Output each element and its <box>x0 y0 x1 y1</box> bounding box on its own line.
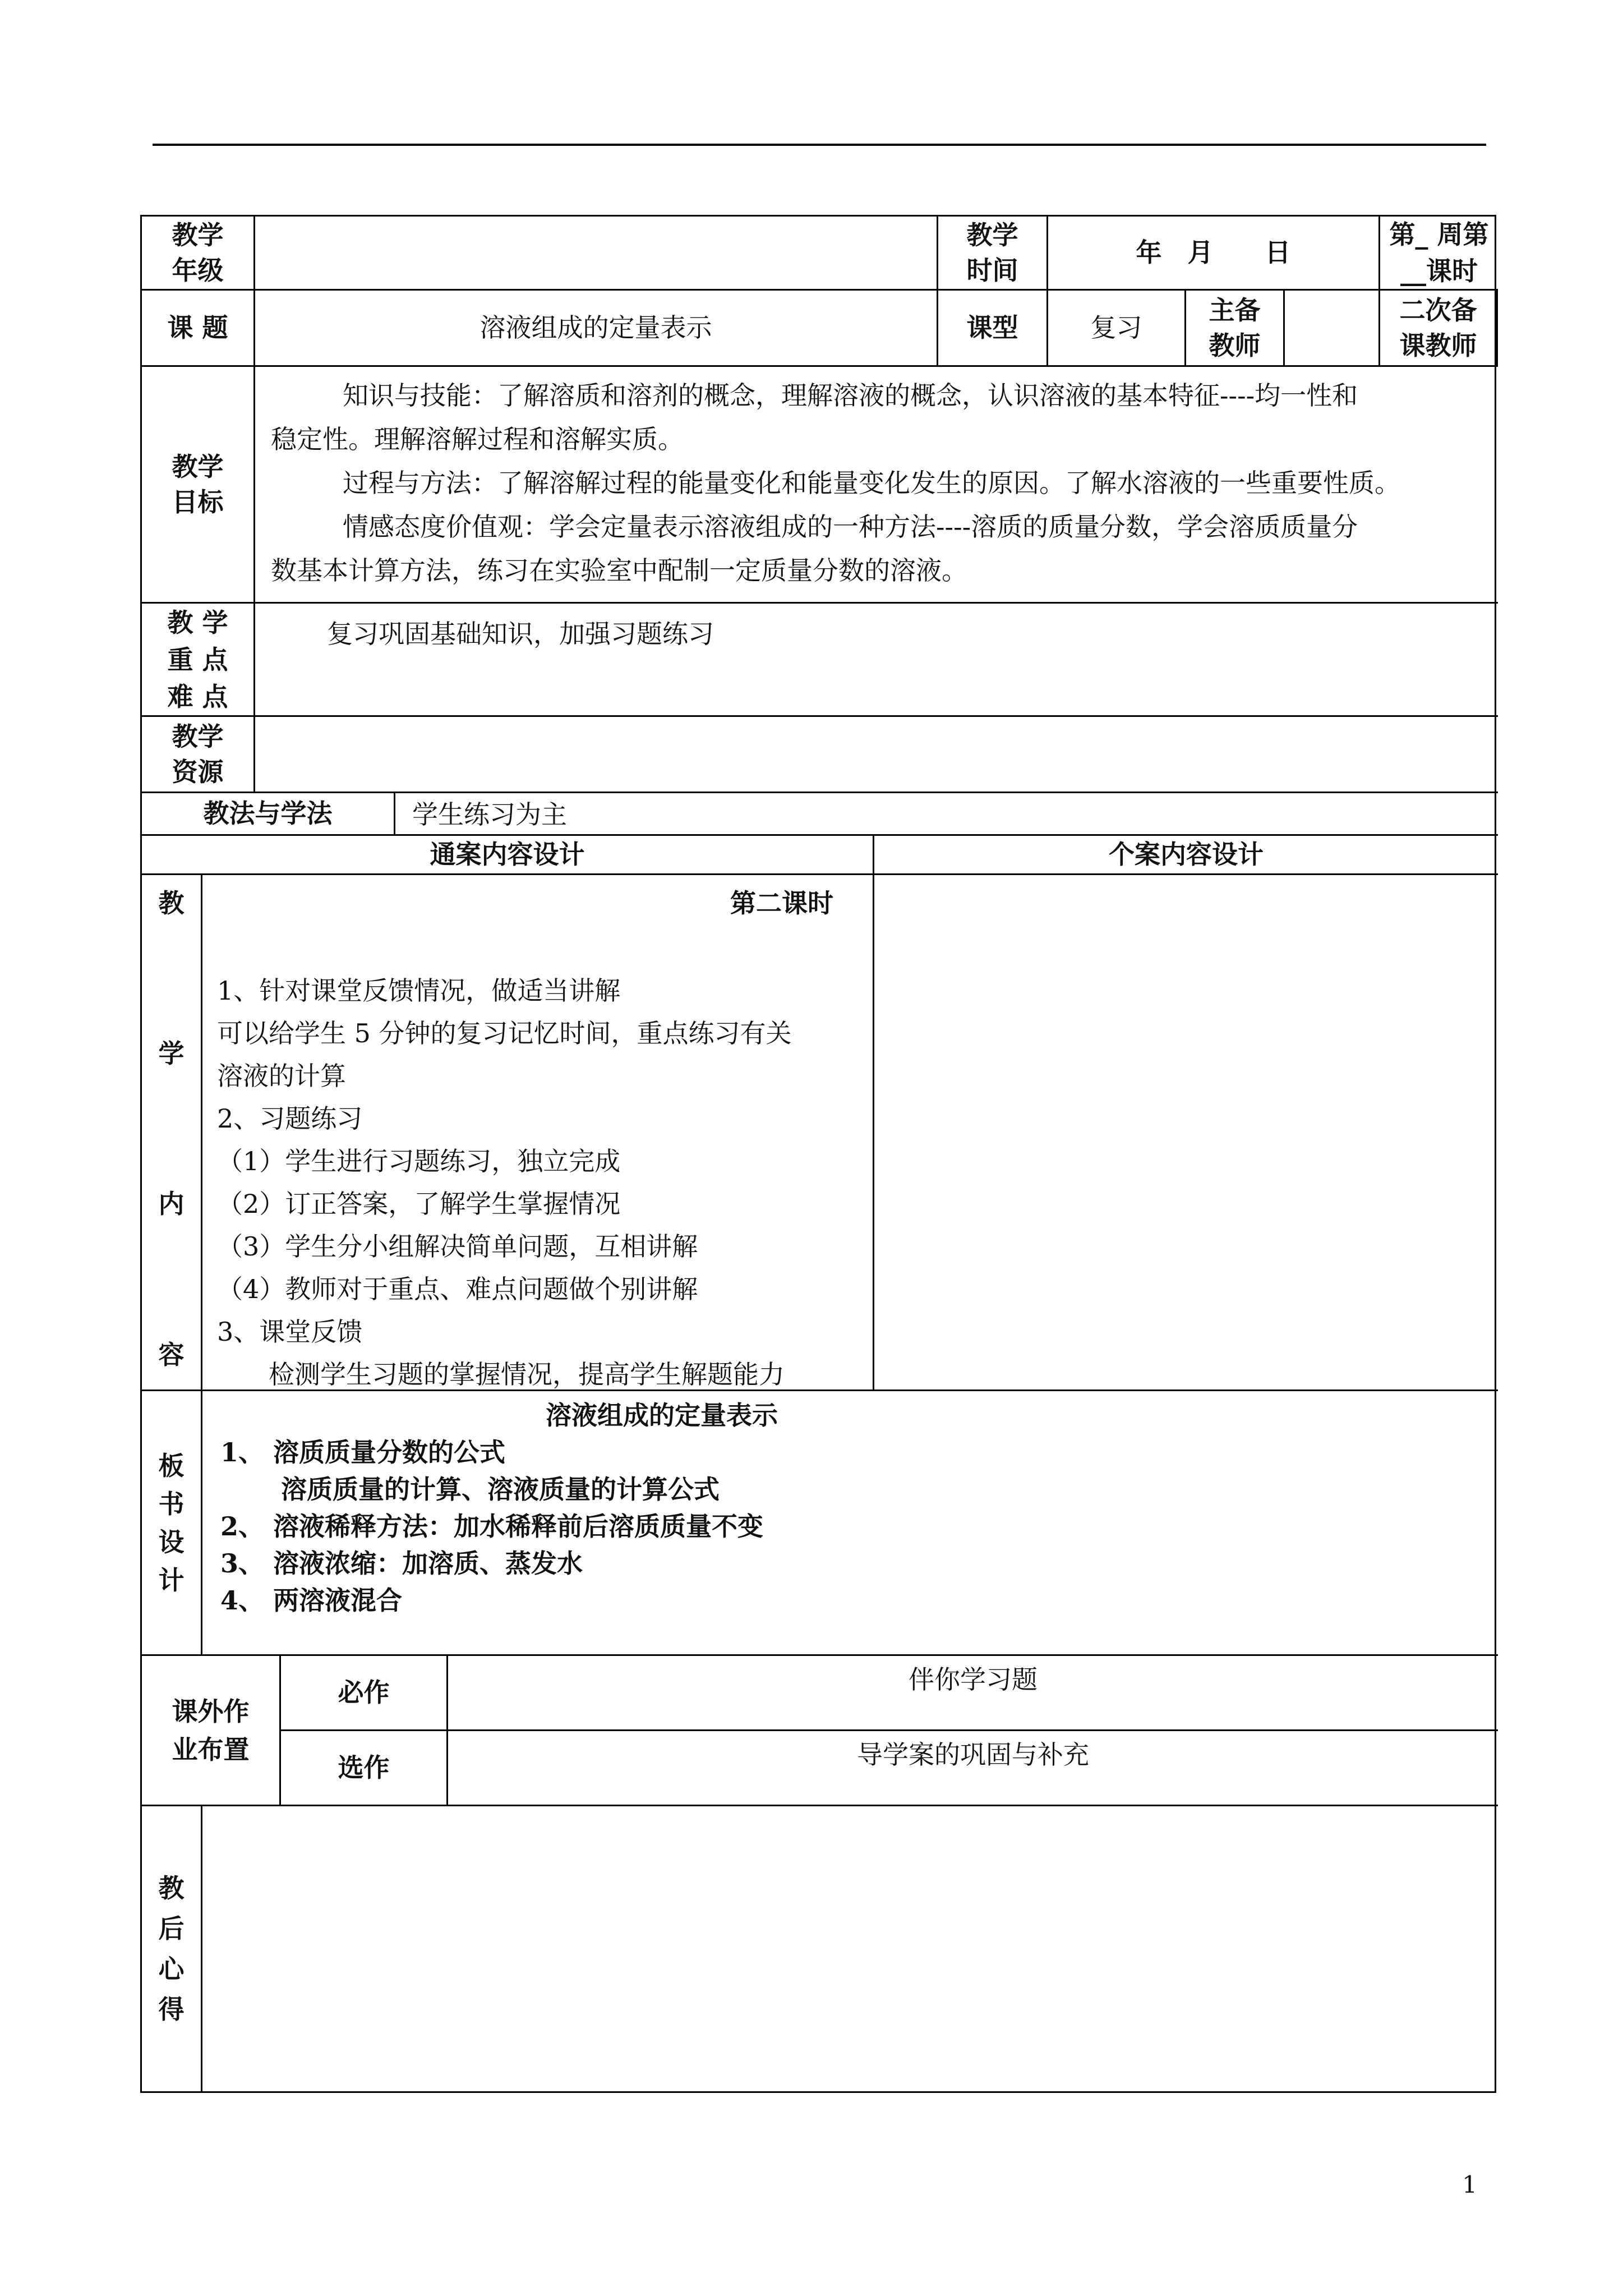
board-line-1: 1、 溶质质量分数的公式 <box>220 1437 506 1467</box>
lesson-title: 第二课时 <box>730 888 833 918</box>
homework-label <box>142 1656 281 1806</box>
content-line-1: 1、针对课堂反馈情况，做适当讲解 <box>217 976 621 1006</box>
header-rule <box>153 144 1486 146</box>
methods-value: 学生练习为主 <box>395 793 1498 836</box>
grade-label-line-1: 教学 <box>172 220 224 251</box>
teaching-content-label-char-3: 内 <box>158 1189 185 1220</box>
resources-label-line-2: 资源 <box>172 756 224 787</box>
content-line-4: 2、习题练习 <box>217 1103 363 1134</box>
board-line-4: 3、 溶液浓缩：加溶质、蒸发水 <box>220 1548 583 1579</box>
content-line-3: 溶液的计算 <box>217 1061 346 1091</box>
main-teacher-value[interactable] <box>1285 291 1380 367</box>
objectives-label-line-2: 目标 <box>172 486 224 517</box>
time-label-line-2: 时间 <box>966 255 1018 286</box>
teaching-content-label-char-2: 学 <box>158 1038 185 1069</box>
period-field[interactable]: 第_ 周第__课时 <box>1380 217 1498 291</box>
board-line-3: 2、 溶液稀释方法：加水稀释前后溶质质量不变 <box>220 1511 764 1542</box>
main-teacher-label-line-1: 主备 <box>1209 295 1261 326</box>
lesson-plan-table <box>140 215 1496 2093</box>
time-label <box>938 217 1048 291</box>
page-number: 1 <box>1462 2171 1477 2198</box>
board-title: 溶液组成的定量表示 <box>546 1400 778 1430</box>
date-field[interactable]: 年 月 日 <box>1048 217 1380 291</box>
key-points-label <box>142 604 255 717</box>
reflection-label-char-4: 得 <box>158 1994 185 2024</box>
board-design-label-char-3: 设 <box>158 1526 185 1557</box>
content-line-6: （2）订正答案，了解学生掌握情况 <box>217 1189 621 1219</box>
topic-label: 课 题 <box>142 291 255 367</box>
optional-homework-value[interactable]: 导学案的巩固与补充 <box>448 1731 1498 1806</box>
type-value[interactable]: 复习 <box>1048 291 1186 367</box>
content-line-10: 检测学生习题的掌握情况，提高学生解题能力 <box>217 1359 785 1389</box>
objectives-label-line-1: 教学 <box>172 452 224 482</box>
required-homework-label: 必作 <box>281 1656 448 1731</box>
individual-design-header: 个案内容设计 <box>874 836 1498 875</box>
teaching-content-label <box>142 875 202 1391</box>
key-points-content: 复习巩固基础知识，加强习题练习 <box>255 604 1498 717</box>
reflection-label-char-1: 教 <box>158 1873 185 1903</box>
content-line-5: （1）学生进行习题练习，独立完成 <box>217 1146 621 1176</box>
reflection-value[interactable] <box>202 1806 1498 2091</box>
grade-label-line-2: 年级 <box>172 255 224 286</box>
teaching-content-label-char-1: 教 <box>158 888 185 918</box>
type-label: 课型 <box>938 291 1048 367</box>
main-teacher-label-line-2: 教师 <box>1209 330 1261 361</box>
resources-value[interactable] <box>255 717 1498 793</box>
board-line-2: 溶质质量的计算、溶液质量的计算公式 <box>220 1474 720 1504</box>
objectives-label <box>142 367 255 604</box>
reflection-label-char-3: 心 <box>158 1954 185 1984</box>
reflection-label-char-2: 后 <box>158 1913 185 1944</box>
content-line-9: 3、课堂反馈 <box>217 1317 363 1347</box>
second-teacher-label-line-2: 课教师 <box>1399 330 1477 361</box>
board-design-label <box>142 1391 202 1656</box>
objectives-line-2: 稳定性。理解溶解过程和溶解实质。 <box>271 424 684 454</box>
board-design-label-char-4: 计 <box>158 1565 185 1595</box>
resources-label-line-1: 教学 <box>172 721 224 752</box>
teaching-content-label-char-4: 容 <box>158 1339 185 1370</box>
grade-value[interactable] <box>255 217 938 291</box>
board-design-body <box>202 1391 1498 1656</box>
content-line-7: （3）学生分小组解决简单问题，互相讲解 <box>217 1231 698 1262</box>
required-homework-value[interactable]: 伴你学习题 <box>448 1656 1498 1731</box>
board-line-5: 4、 两溶液混合 <box>220 1585 403 1616</box>
homework-label-line-2: 业布置 <box>172 1734 250 1765</box>
second-teacher-label-line-1: 二次备 <box>1399 295 1477 326</box>
content-line-2: 可以给学生 5 分钟的复习记忆时间，重点练习有关 <box>217 1018 792 1048</box>
objectives-line-3: 过程与方法：了解溶解过程的能量变化和能量变化发生的原因。了解水溶液的一些重要性质。 <box>343 468 1400 498</box>
board-design-label-char-2: 书 <box>158 1488 185 1519</box>
key-points-label-line-2: 重 点 <box>167 644 228 675</box>
objectives-line-4: 情感态度价值观：学会定量表示溶液组成的一种方法----溶质的质量分数，学会溶质质量分 <box>343 512 1358 542</box>
objectives-content <box>255 367 1498 604</box>
key-points-label-line-3: 难 点 <box>167 681 228 712</box>
optional-homework-label: 选作 <box>281 1731 448 1806</box>
reflection-label <box>142 1806 202 2091</box>
main-teacher-label <box>1186 291 1285 367</box>
methods-label: 教法与学法 <box>142 793 395 836</box>
content-line-8: （4）教师对于重点、难点问题做个别讲解 <box>217 1274 698 1304</box>
topic-value[interactable]: 溶液组成的定量表示 <box>255 291 938 367</box>
key-points-label-line-1: 教 学 <box>167 607 228 638</box>
homework-label-line-1: 课外作 <box>172 1696 250 1727</box>
objectives-line-1: 知识与技能：了解溶质和溶剂的概念，理解溶液的概念，认识溶液的基本特征----均一性和 <box>343 380 1358 411</box>
second-teacher-label <box>1380 291 1498 367</box>
common-design-header: 通案内容设计 <box>142 836 874 875</box>
individual-design-area[interactable] <box>874 875 1498 1391</box>
teaching-content-body <box>202 875 874 1391</box>
grade-label <box>142 217 255 291</box>
resources-label <box>142 717 255 793</box>
board-design-label-char-1: 板 <box>158 1450 185 1481</box>
objectives-line-5: 数基本计算方法，练习在实验室中配制一定质量分数的溶液。 <box>271 555 967 586</box>
time-label-line-1: 教学 <box>966 220 1018 251</box>
